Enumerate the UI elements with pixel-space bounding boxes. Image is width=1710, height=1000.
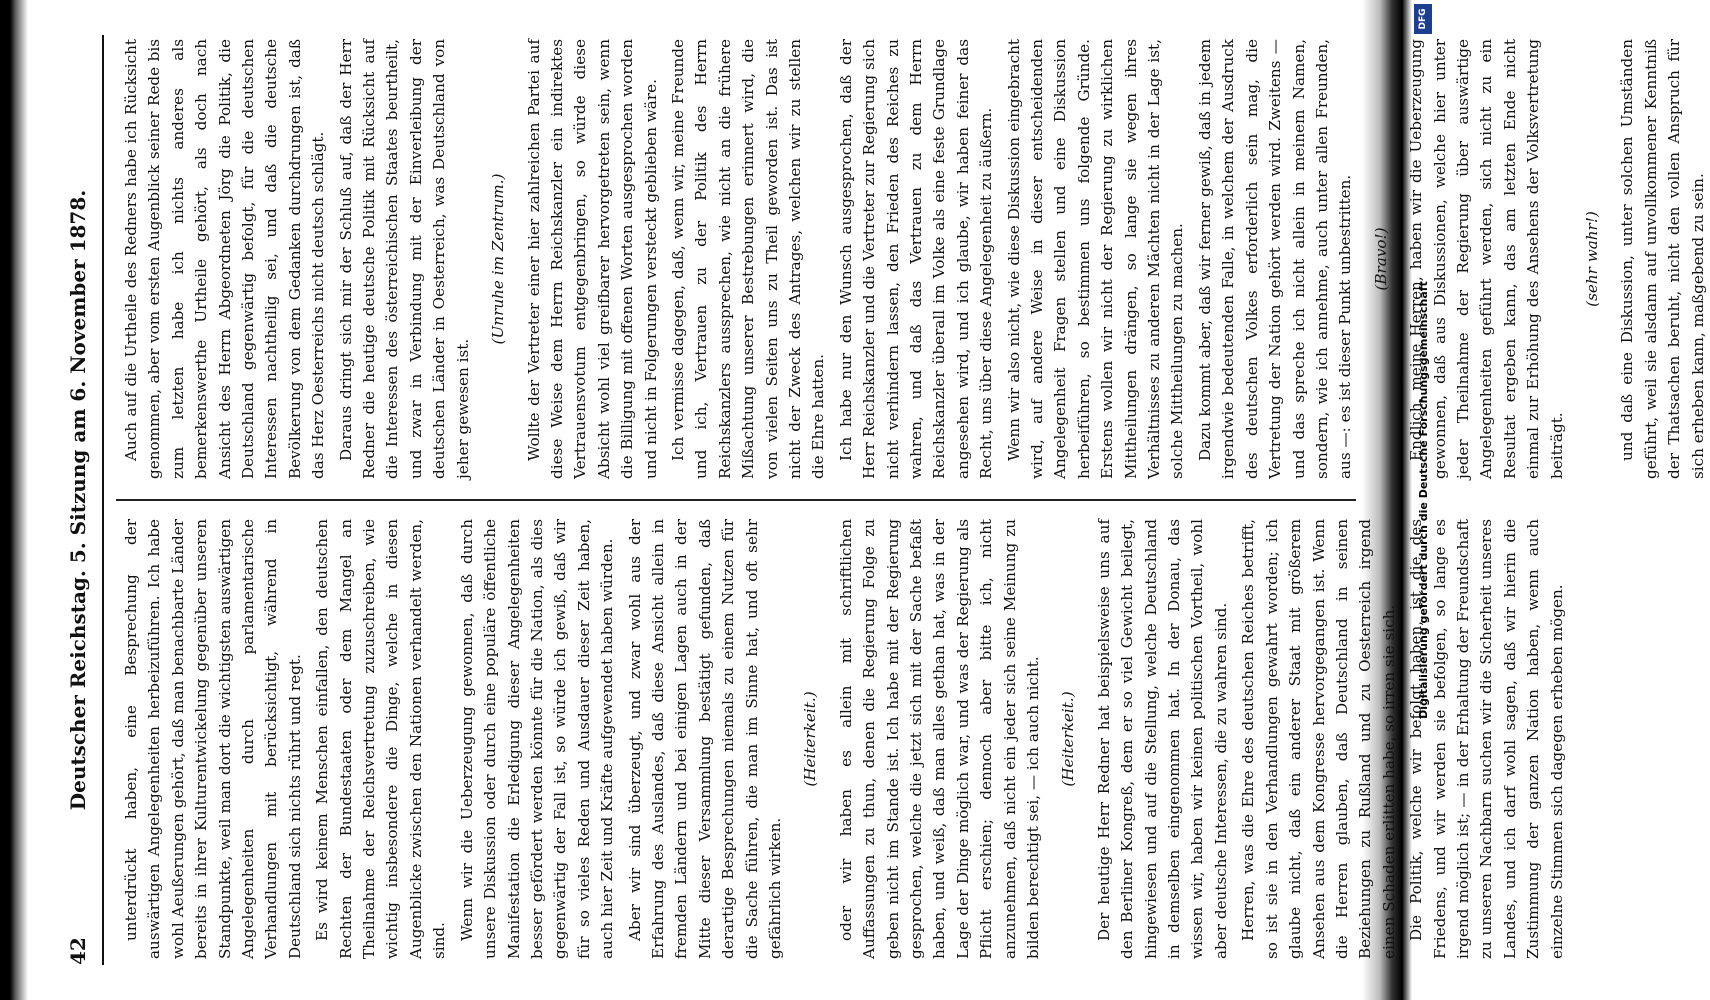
scan-edge-left <box>0 0 28 1000</box>
column-divider <box>116 499 1356 501</box>
paragraph: Wollte der Vertreter einer hier zahlreichen Partei auf diese Weise dem Herrn Reichskanzler ein indirektes Vertrauensvotum entgegenbringen, so würde diese Absicht wohl viel greifbarer hervorgetreten sein, wenn die Billigung mit offenen Worten ausgesprochen worden und nicht in Folgerungen versteckt geblieben wäre. <box>524 39 660 479</box>
paragraph: Dazu kommt aber, daß wir ferner gewiß, daß in jedem irgendwie bedeutenden Falle, in welchem der Ausdruck des deutschen Volkes erforderlich sein mag, die Vertretung der Nation gehört werden wird. Zweitens — und das spreche ich nicht allein in meinem Namen, sondern, wie ich annehme, auch unter allen Freunden, aus —: es ist dieser Punkt unbestritten. <box>1195 39 1355 479</box>
paragraph: unterdrückt haben, eine Besprechung der auswärtigen Angelegenheiten herbeizuführen. Ich habe wohl Aeußerungen gehört, daß man benachbarte Länder bereits in ihrer Kulturentwickelung gegenüber unseren Standpunkte, weil man dort die wichtigsten auswärtigen Angelegenheiten durch parlamentarische Verhandlungen mit berücksichtigt, während in Deutschland sich nichts rührt und regt. <box>122 519 304 959</box>
paragraph: Aber wir sind überzeugt, und zwar wohl aus der Erfahrung des Auslandes, daß diese Ansicht allein in fremden Ländern und bei einigen Lagen auch in der Mitte dieser Versammlung bestätigt gefunden, daß derartige Besprechungen niemals zu einem Nutzen für die Sache führen, die man im Sinne hat, und oft sehr gefährlich wirken. <box>625 519 784 959</box>
paragraph: Es wird keinem Menschen einfallen, den deutschen Rechten der Bundestaaten oder dem Mangel an Theilnahme der Reichsvertretung zuzuschreiben, wie wichtig insbesondere die Dinge, welche in diesen Augenblicke zwischen den Nationen verhandelt werden, sind. <box>313 519 449 959</box>
paragraph: Ich habe nur den Wunsch ausgesprochen, daß der Herr Reichskanzler und die Vertreter zur Regierung sich nicht verhindern lassen, den Frieden des Reiches zu wahren, und daß das Vertrauen zu dem Herrn Reichskanzler überall im Volke als eine feste Grundlage angesehen wird, und ich glaube, wir haben feiner das Recht, uns über diese Angelegenheit zu äußern. <box>836 39 996 479</box>
interjection: (Bravo!) <box>1371 227 1390 291</box>
paragraph: Wenn wir also nicht, wie diese Diskussion eingebracht wird, auf andere Weise in dieser entscheidenden Angelegenheit Fragen stellen und eine Diskussion herbeiführen, so bestimmen uns folgende Gründe. Erstens wollen wir nicht der Regierung zu wirklichen Mittheilungen drängen, so lange sie wegen ihres Verhältnisses zu anderen Mächten nicht in der Lage ist, solche Mittheilungen zu machen. <box>1004 39 1187 479</box>
page-title: Deutscher Reichstag. 5. Sitzung am 6. November 1878. <box>66 189 90 811</box>
digitization-credit: Digitalisierung gefördert durch die Deutsche Forschungsgemeinschaft <box>1417 281 1430 719</box>
text-column-right <box>120 39 1707 479</box>
text-column-left <box>120 519 1566 959</box>
paragraph: Ich vermisse dagegen, daß, wenn wir, meine Freunde und ich, Vertrauen zu der Politik des Herrn Reichskanzlers aussprechen, wie nicht an die frühere Mißachtung unserer Bestrebungen erinnert wird, die von vielen Seiten uns zu Theil geworden ist. Das ist nicht der Zweck des Antrages, welchen wir zu stellen die Ehre hatten. <box>668 39 828 479</box>
dfg-logo-text: DFG <box>1418 8 1428 30</box>
interjection: (Heiterkeit.) <box>801 691 820 787</box>
paragraph: Herren, was die Ehre des deutschen Reiches betrifft, so ist sie in den Verhandlungen gewahrt worden; ich glaube nicht, daß ein anderer Staat mit größerem Ansehen aus dem Kongresse hervorgegangen ist. Wenn die Herren glauben, daß Deutschland in seinen Beziehungen zu Rußland und zu Oesterreich irgend einen Schaden erlitten habe, so irren sie sich. <box>1239 519 1398 959</box>
header-rule <box>102 35 104 965</box>
dfg-logo-icon <box>1414 4 1432 34</box>
paragraph: Auch auf die Urtheile des Redners habe ich Rücksicht genommen, aber vom ersten Augenblick seiner Rede bis zum letzten habe ich nichts anderes als bemerkenswerthe Urtheile gehört, als doch nach Ansicht des Herrn Abgeordneten Jörg die Politik, die Deutschland gegenwärtig befolgt, für die deutschen Interessen nachtheilig sei, und daß die deutsche Bevölkerung von dem Gedanken durchdrungen ist, daß das Herz Oesterreichs nicht deutsch schlägt. <box>122 39 328 479</box>
interjection: (Unruhe im Zentrum.) <box>489 173 508 345</box>
page-number: 42 <box>66 937 90 965</box>
paragraph: und daß eine Diskussion, unter solchen Umständen geführt, weil sie alsdann auf unvollkommener Kenntniß der Thatsachen beruht, nicht den vollen Anspruch für sich erheben kann, maßgebend zu sein. <box>1618 39 1707 479</box>
paragraph: oder wir haben es allein mit schriftlichen Auffassungen zu thun, denen die Regierung Folge zu geben nicht im Stande ist. Ich habe mit der Regierung gesprochen, welche die jetzt sich mit der Sache befaßt haben, und weiß, daß man alles gethan hat, was in der Lage der Dinge möglich war, und was der Regierung als Pflicht erschien; dennoch aber bitte ich, nicht anzunehmen, daß nicht ein jeder sich seine Meinung zu bilden berechtigt sei, — ich auch nicht. <box>836 519 1043 959</box>
page-header <box>66 35 100 965</box>
paragraph: Daraus dringt sich mir der Schluß auf, daß der Herr Redner die heutige deutsche Politik mit Rücksicht auf die Interessen des österreichischen Staates beurtheilt, und zwar in Verbindung mit der Einverleibung der deutschen Länder in Oesterreich, was Deutschland von jeher gewesen ist. <box>336 39 472 479</box>
paragraph: Die Politik, welche wir befolgt haben, ist die des Friedens, und wir werden sie befolgen, so lange es irgend möglich ist; — in der Erhaltung der Freundschaft zu unseren Nachbarn suchen wir die Sicherheit unseres Landes, und ich darf wohl sagen, daß wir hierin die Zustimmung der ganzen Nation haben, wenn auch einzelne Stimmen sich dagegen erheben mögen. <box>1407 519 1566 959</box>
interjection: (sehr wahr!) <box>1582 211 1601 307</box>
interjection: (Heiterkeit.) <box>1059 691 1078 787</box>
paragraph: Der heutige Herr Redner hat beispielsweise uns auf den Berliner Kongreß, dem er so viel Gewicht beilegt, hingewiesen und auf die Stellung, welche Deutschland in demselben eingenommen hat. In der Donau, das wissen wir, haben wir keinen politischen Vortheil, wohl aber deutsche Interessen, die zu wahren sind. <box>1094 519 1230 959</box>
paragraph: Wenn wir die Ueberzeugung gewonnen, daß durch unsere Diskussion oder durch eine populäre öffentliche Manifestation die Erledigung dieser Angelegenheiten besser gefördert werden könnte für die Nation, als dies gegenwärtig der Fall ist, so würde ich gewiß, daß wir für so vieles Reden und Ausdauer dieser Zeit haben, auch hier Zeit und Kräfte aufgewendet haben würden. <box>457 519 617 959</box>
paragraph: Endlich, meine Herren, haben wir die Ueberzeugung gewonnen, daß aus Diskussionen, welche hier unter jeder Theilnahme der Regierung über auswärtige Angelegenheiten geführt werden, sich nicht zu ein Resultat ergeben kann, das am letzten Ende nicht einmal zur Erhöhung des Ansehens der Volksvertretung beiträgt. <box>1407 39 1566 479</box>
